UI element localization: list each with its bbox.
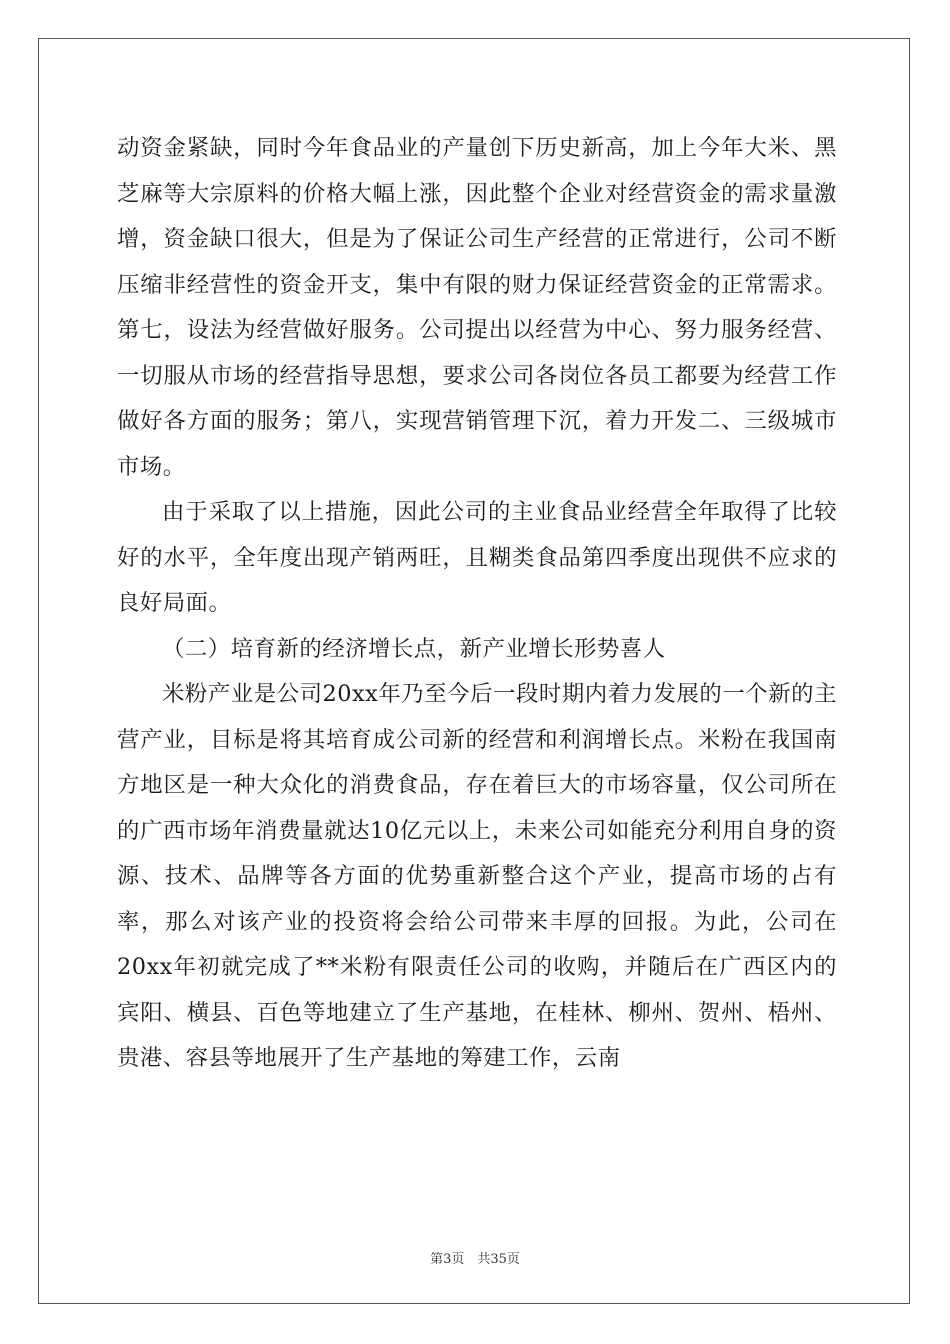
paragraph-rice-noodle: 米粉产业是公司20xx年乃至今后一段时期内着力发展的一个新的主营产业，目标是将其培育成公司新的经营和利润增长点。米粉在我国南方地区是一种大众化的消费食品，存在着巨大的市场容量，仅公司所在的广西市场年消费量就达10亿元以上，未来公司如能充分利用自身的资源、技术、品牌等各方面的优势重新整合这个产业，提高市场的占有率，那么对该产业的投资将会给公司带来丰厚的回报。为此，公司在20xx年初就完成了**米粉有限责任公司的收购，并随后在广西区内的宾阳、横县、百色等地建立了生产基地，在桂林、柳州、贺州、梧州、贵港、容县等地展开了生产基地的筹建工作，云南 (117, 681, 837, 1071)
paragraph-results: 由于采取了以上措施，因此公司的主业食品业经营全年取得了比较好的水平，全年度出现产销两旺，且糊类食品第四季度出现供不应求的良好局面。 (117, 499, 837, 616)
paragraph-continuation: 动资金紧缺，同时今年食品业的产量创下历史新高，加上今年大米、黑芝麻等大宗原料的价格大幅上涨，因此整个企业对经营资金的需求量激增，资金缺口很大，但是为了保证公司生产经营的正常进行，公司不断压缩非经营性的资金开支，集中有限的财力保证经营资金的正常需求。第七，设法为经营做好服务。公司提出以经营为中心、努力服务经营、一切服从市场的经营指导思想，要求公司各岗位各员工都要为经营工作做好各方面的服务；第八，实现营销管理下沉，着力开发二、三级城市市场。 (117, 135, 837, 480)
page-footer: 第3页 共35页 (430, 1252, 520, 1267)
section-heading: （二）培育新的经济增长点，新产业增长形势喜人 (162, 635, 666, 662)
document-body (117, 126, 837, 1082)
